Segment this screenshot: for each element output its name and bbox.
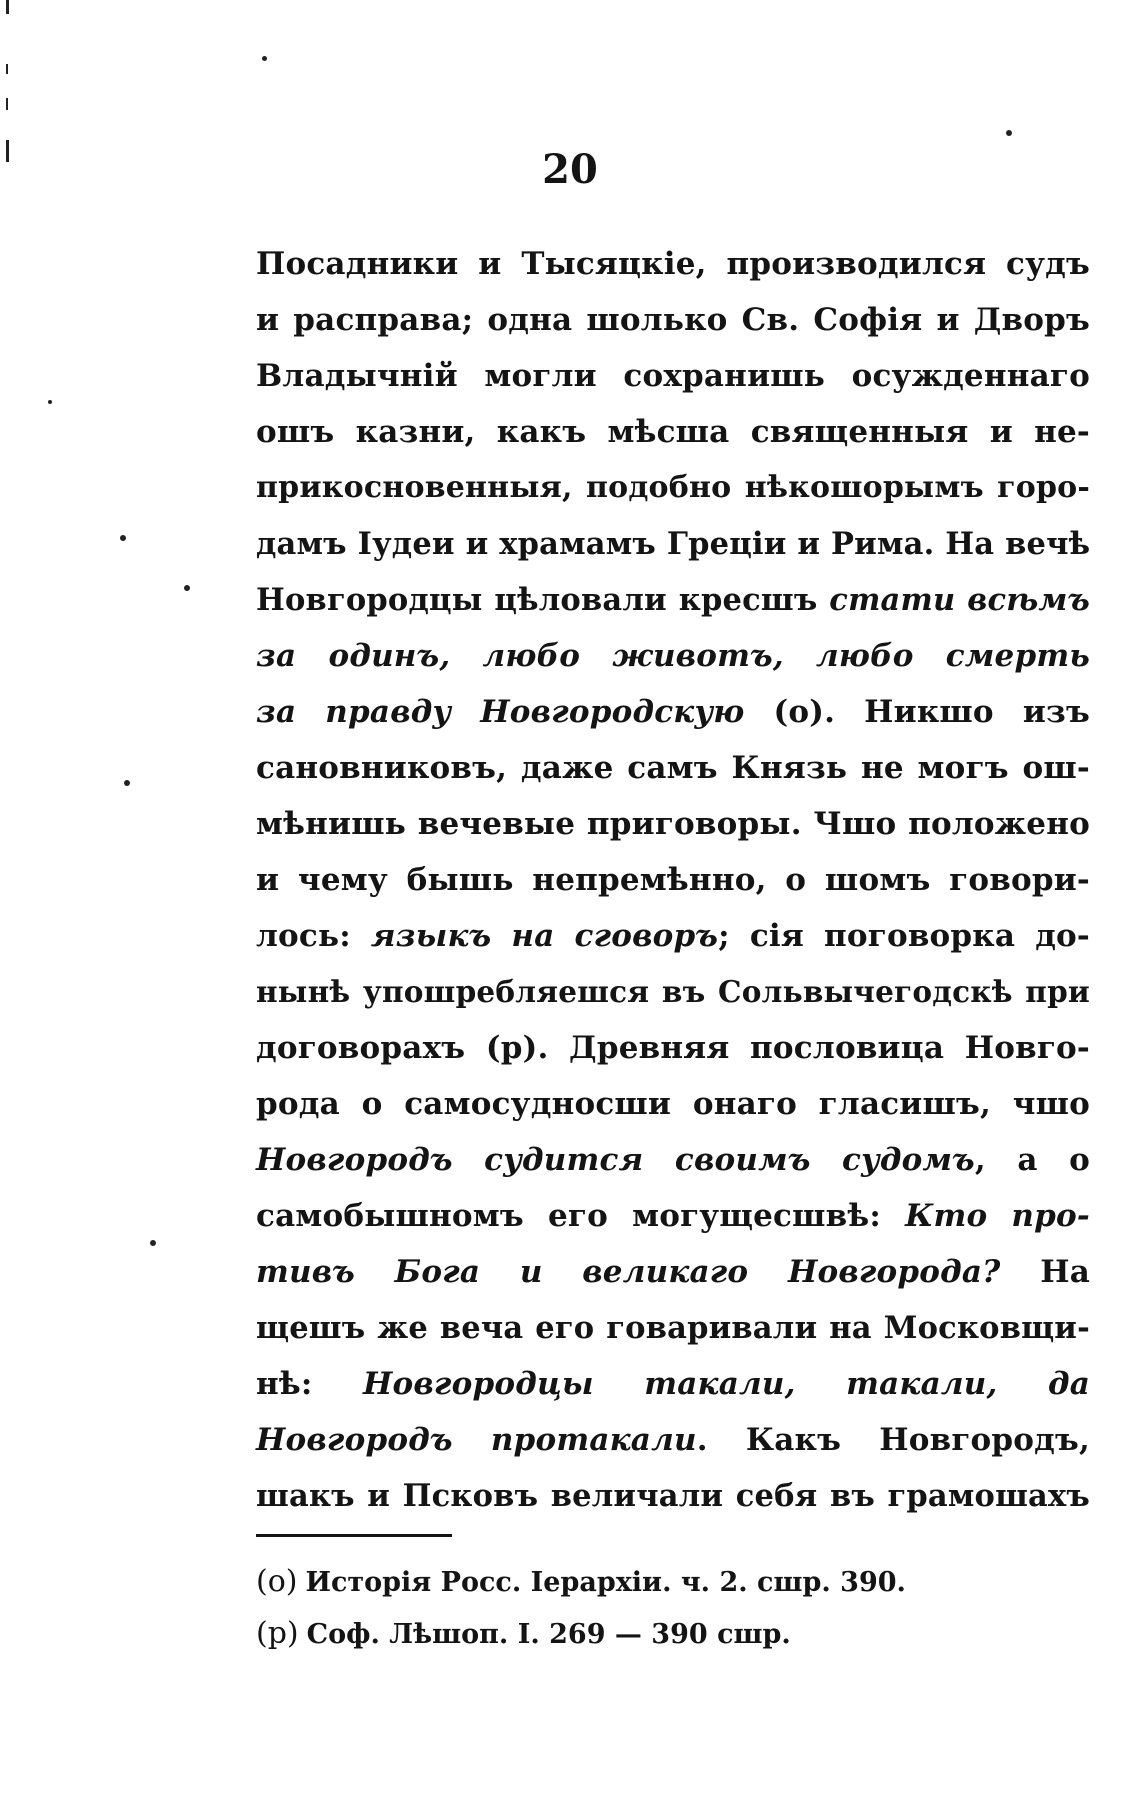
text-line <box>256 1132 1090 1188</box>
text-line <box>256 460 1090 516</box>
text-line <box>256 1020 1090 1076</box>
text-span: . Какъ Новгородъ, <box>696 1422 1090 1458</box>
text-span: сановниковъ, даже самъ Князь не могъ ош- <box>256 750 1090 786</box>
footnote-text: Соф. Лѣшоп. I. 269 — 390 сшр. <box>306 1619 791 1650</box>
text-line <box>256 628 1090 684</box>
italic-phrase: языкъ на сговоръ <box>370 918 719 954</box>
text-line <box>256 1468 1090 1524</box>
italic-phrase: Новгородцы такали, такали, да <box>363 1366 1090 1402</box>
italic-phrase: Новгородъ судится своимъ судомъ <box>256 1142 975 1178</box>
text-line <box>256 348 1090 404</box>
text-line <box>256 516 1090 572</box>
text-span: ; сія поговорка до- <box>718 918 1090 954</box>
text-span: щешъ же веча его говаривали на Московщи- <box>256 1310 1090 1346</box>
text-span: шакъ и Псковъ величали себя въ грамошахъ <box>256 1478 1090 1514</box>
text-line <box>256 572 1090 628</box>
text-span: рода о самосудносши онаго гласишъ, чшо <box>256 1086 1090 1122</box>
text-line <box>256 796 1090 852</box>
text-line <box>256 964 1090 1020</box>
text-span: Посадники и Тысяцкіе, производился судъ <box>256 246 1090 282</box>
text-line <box>256 1356 1090 1412</box>
scan-speck <box>124 780 130 786</box>
text-span: нынѣ упошребляешся въ Сольвычегодскѣ при <box>256 974 1090 1009</box>
scan-edge-mark <box>6 0 9 14</box>
text-line <box>256 1300 1090 1356</box>
footnote <box>256 1608 1090 1660</box>
italic-phrase: за правду Новгородскую <box>256 694 745 730</box>
italic-phrase: Кто про- <box>905 1198 1090 1234</box>
footnote <box>256 1556 1090 1608</box>
italic-phrase: тивъ Бога и великаго Новгорода? <box>256 1254 1001 1290</box>
scan-speck <box>150 1240 156 1246</box>
text-span: Владычній могли сохранишь осужденнаго <box>256 358 1090 394</box>
text-span: (о). Никшо изъ <box>744 694 1090 730</box>
text-line <box>256 1076 1090 1132</box>
scan-speck <box>184 585 190 591</box>
footnote-rule <box>256 1534 452 1537</box>
scan-edge-mark <box>6 98 8 110</box>
text-span: прикосновенныя, подобно нѣкошорымъ горо- <box>256 470 1090 505</box>
footnote-text: Исторія Росс. Іерархіи. ч. 2. сшр. 390. <box>305 1567 906 1598</box>
scan-speck <box>120 535 126 541</box>
page-number: 20 <box>542 146 598 193</box>
scan-speck <box>1006 130 1012 136</box>
italic-phrase: Новгородъ протакали <box>256 1422 697 1458</box>
body-text <box>256 236 1090 1524</box>
footnote-mark: (р) <box>256 1616 299 1651</box>
text-span: и чему бышь непремѣнно, о шомъ говори- <box>256 862 1090 898</box>
text-span: На <box>1000 1254 1090 1290</box>
italic-phrase: стати всѣмъ <box>829 582 1091 618</box>
scan-speck <box>48 400 52 404</box>
text-line <box>256 1244 1090 1300</box>
text-line <box>256 852 1090 908</box>
text-span: договорахъ (р). Древняя пословица Новго- <box>256 1030 1090 1066</box>
text-span: Новгородцы цѣловали кресшъ <box>256 582 830 618</box>
text-span: , а о <box>974 1142 1090 1178</box>
text-line <box>256 404 1090 460</box>
text-span: ошъ казни, какъ мѣсша священныя и не- <box>256 414 1090 450</box>
text-line <box>256 684 1090 740</box>
text-span: нѣ: <box>256 1366 363 1402</box>
text-span: лось: <box>256 918 371 954</box>
text-line <box>256 1412 1090 1468</box>
text-span: и расправа; одна шолько Св. Софія и Дворъ <box>256 302 1090 338</box>
footnote-mark: (о) <box>256 1564 298 1599</box>
text-span: дамъ Іудеи и храмамъ Греціи и Рима. На вечѣ <box>256 526 1091 562</box>
text-line <box>256 740 1090 796</box>
scan-edge-mark <box>6 64 8 74</box>
text-span: самобышномъ его могущесшвѣ: <box>256 1198 906 1234</box>
text-span: мѣнишь вечевые приговоры. Чшо положено <box>256 806 1090 842</box>
text-line <box>256 908 1090 964</box>
text-line <box>256 1188 1090 1244</box>
italic-phrase: за одинъ, любо животъ, любо смерть <box>256 638 1090 674</box>
text-line <box>256 236 1090 292</box>
footnotes <box>256 1556 1090 1660</box>
text-line <box>256 292 1090 348</box>
scan-speck <box>262 56 267 61</box>
